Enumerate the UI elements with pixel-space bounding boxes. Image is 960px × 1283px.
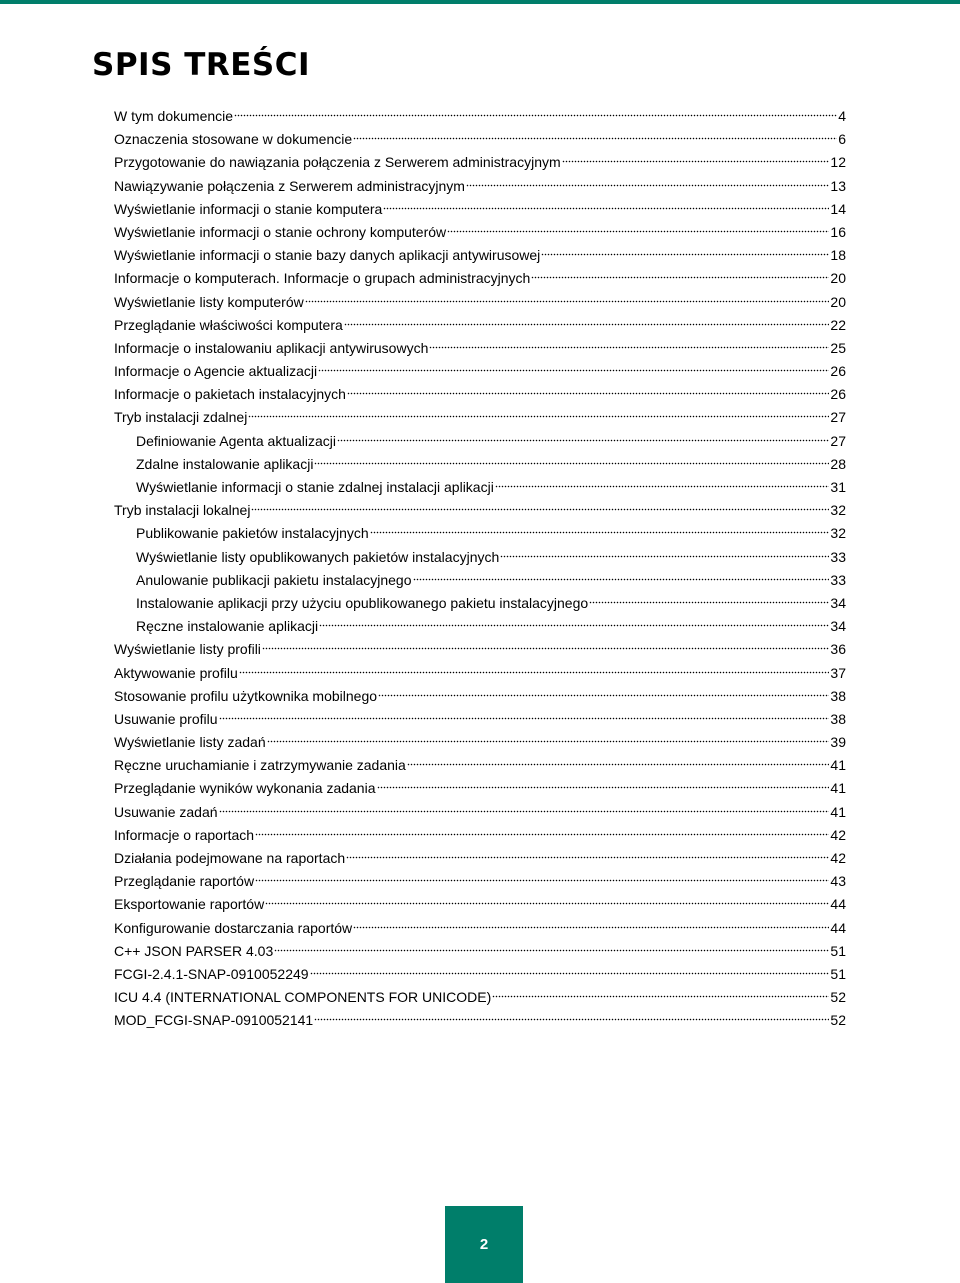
dot-leader [378,694,829,697]
dot-leader [314,462,829,465]
toc-entry-title: C++ JSON PARSER 4.03 [114,942,274,959]
toc-entry-page: 42 [830,850,846,866]
toc-entry-page: 36 [830,641,846,658]
toc-entry-page: 42 [830,826,846,843]
toc-entry-page: 39 [830,734,846,751]
dot-leader [239,671,830,674]
toc-entry-title: Informacje o Agencie aktualizacji [114,363,318,380]
toc-entry-page: 18 [830,247,846,264]
dot-leader [255,879,829,882]
toc-entry-page: 37 [830,664,846,681]
dot-leader [262,647,830,650]
toc-entry-title: Informacje o raportach [114,826,255,843]
toc-entry-title: Wyświetlanie informacji o stanie zdalnej instalacji aplikacji [136,479,494,495]
toc-entry[interactable] [114,244,846,267]
toc-entry-title: Nawiązywanie połączenia z Serwerem administracyjnym [114,177,465,194]
toc-entry-title: Wyświetlanie listy profili [114,641,261,658]
toc-entry-page: 44 [830,919,846,936]
toc-entry-title: Publikowanie pakietów instalacyjnych [136,525,369,542]
toc-entry-page: 41 [830,757,846,774]
dot-leader [219,810,830,813]
toc-entry-title: Ręczne uruchamianie i zatrzymywanie zadania [114,757,406,774]
toc-entry-title: Ręczne instalowanie aplikacji [136,618,319,635]
toc-entry-title: Usuwanie profilu [114,710,218,727]
dot-leader [541,253,829,256]
dot-leader [337,439,829,442]
top-accent-rule [0,0,960,4]
dot-leader [370,531,830,534]
toc-entry[interactable] [114,569,846,592]
toc-entry-title: Przeglądanie raportów [114,873,255,890]
toc-entry[interactable] [114,592,846,615]
toc-entry-title: Konfigurowanie dostarczania raportów [114,919,353,936]
toc-entry-page: 12 [830,154,846,171]
toc-entry[interactable] [114,221,846,244]
toc-entry[interactable] [114,731,846,754]
toc-entry[interactable] [114,198,846,221]
toc-entry[interactable] [114,870,846,893]
toc-entry-title: Eksportowanie raportów [114,896,265,913]
toc-entry-title: Definiowanie Agenta aktualizacji [136,432,337,449]
dot-leader [383,207,829,210]
dot-leader [255,833,829,836]
toc-entry-page: 32 [830,525,846,542]
toc-entry[interactable] [114,824,846,847]
toc-entry-title: Wyświetlanie listy komputerów [114,293,304,310]
toc-entry-page: 20 [830,293,846,310]
dot-leader [219,717,830,720]
toc-entry[interactable] [114,314,846,337]
table-of-contents [114,105,846,1033]
toc-entry-title: Informacje o instalowaniu aplikacji antywirusowych [114,339,429,356]
dot-leader [353,137,837,140]
dot-leader [429,346,829,349]
toc-entry-page: 6 [838,131,846,148]
dot-leader [265,902,829,905]
dot-leader [347,392,830,395]
toc-entry-title: MOD_FCGI-SNAP-0910052141 [114,1012,314,1029]
toc-entry-page: 27 [830,409,846,426]
dot-leader [495,485,830,488]
toc-entry-title: Przeglądanie wyników wykonania zadania [114,780,376,797]
toc-entry-page: 26 [830,363,846,380]
dot-leader [344,323,830,326]
toc-entry[interactable] [114,337,846,360]
toc-entry-page: 33 [830,548,846,565]
toc-entry[interactable] [114,963,846,986]
toc-entry-title: Anulowanie publikacji pakietu instalacyjnego [136,571,412,588]
toc-entry-title: Zdalne instalowanie aplikacji [136,455,314,472]
toc-entry-title: Oznaczenia stosowane w dokumencie [114,131,353,148]
toc-entry-title: Wyświetlanie informacji o stanie bazy danych aplikacji antywirusowej [114,247,541,264]
toc-entry[interactable] [114,128,846,151]
toc-entry[interactable] [114,662,846,685]
toc-entry-title: Wyświetlanie informacji o stanie komputera [114,200,383,217]
toc-entry[interactable] [114,383,846,406]
toc-entry-page: 38 [830,687,846,704]
toc-entry-title: W tym dokumencie [114,108,234,124]
toc-entry-title: Aktywowanie profilu [114,664,238,681]
toc-entry-page: 22 [830,316,846,333]
toc-entry[interactable] [114,291,846,314]
toc-entry-title: Przeglądanie właściwości komputera [114,316,343,333]
toc-entry[interactable] [114,360,846,383]
toc-entry-page: 14 [830,200,846,217]
dot-leader [562,160,830,163]
toc-entry[interactable] [114,1009,846,1032]
toc-entry-title: Tryb instalacji zdalnej [114,409,248,426]
toc-entry-title: Wyświetlanie listy opublikowanych pakietów instalacyjnych [136,548,500,565]
dot-leader [447,230,829,233]
toc-entry[interactable] [114,638,846,661]
toc-entry[interactable] [114,685,846,708]
toc-entry-page: 34 [830,618,846,635]
dot-leader [589,601,829,604]
toc-entry[interactable] [114,847,846,870]
toc-entry[interactable] [114,917,846,940]
toc-entry-title: Wyświetlanie listy zadań [114,734,266,751]
dot-leader [500,555,829,558]
toc-entry-title: Informacje o pakietach instalacyjnych [114,386,346,403]
toc-entry-page: 41 [830,780,846,797]
toc-entry-title: Stosowanie profilu użytkownika mobilnego [114,687,378,704]
toc-entry-page: 28 [830,455,846,472]
dot-leader [234,114,837,117]
toc-entry-page: 51 [830,942,846,959]
dot-leader [531,276,829,279]
dot-leader [346,856,829,859]
toc-entry-title: Wyświetlanie informacji o stanie ochrony komputerów [114,223,447,240]
toc-entry[interactable] [114,476,846,499]
dot-leader [251,508,829,511]
page-title: SPIS TREŚCI [92,47,311,83]
toc-entry[interactable] [114,893,846,916]
toc-entry-page: 43 [830,873,846,890]
dot-leader [407,763,830,766]
toc-entry[interactable] [114,754,846,777]
dot-leader [267,740,830,743]
toc-entry[interactable] [114,406,846,429]
toc-entry-title: Instalowanie aplikacji przy użyciu opublikowanego pakietu instalacyjnego [136,594,589,611]
dot-leader [377,786,830,789]
page-number-badge [445,1206,523,1283]
toc-entry-page: 27 [830,432,846,449]
toc-entry-title: ICU 4.4 (INTERNATIONAL COMPONENTS FOR UNICODE) [114,989,492,1006]
toc-entry[interactable] [114,940,846,963]
toc-entry-page: 4 [838,108,846,124]
toc-entry-title: Informacje o komputerach. Informacje o grupach administracyjnych [114,270,531,287]
dot-leader [466,184,830,187]
toc-entry[interactable] [114,546,846,569]
toc-entry-page: 13 [830,177,846,194]
dot-leader [314,1018,829,1021]
dot-leader [492,995,829,998]
dot-leader [310,972,830,975]
toc-entry-title: Usuwanie zadań [114,803,218,820]
toc-entry-page: 51 [830,965,846,982]
toc-entry[interactable] [114,105,846,128]
toc-entry-page: 32 [830,502,846,519]
toc-entry[interactable] [114,267,846,290]
dot-leader [318,369,829,372]
dot-leader [274,949,829,952]
toc-entry-page: 33 [830,571,846,588]
toc-entry[interactable] [114,522,846,545]
toc-entry-page: 20 [830,270,846,287]
toc-entry-page: 34 [830,594,846,611]
toc-entry[interactable] [114,453,846,476]
dot-leader [413,578,830,581]
toc-entry-title: Tryb instalacji lokalnej [114,502,251,519]
toc-entry[interactable] [114,499,846,522]
toc-entry-page: 52 [830,989,846,1006]
dot-leader [305,300,830,303]
toc-entry-page: 16 [830,223,846,240]
toc-entry[interactable] [114,430,846,453]
dot-leader [248,415,829,418]
toc-entry-title: FCGI-2.4.1-SNAP-0910052249 [114,965,309,982]
toc-entry[interactable] [114,151,846,174]
toc-entry[interactable] [114,777,846,800]
toc-entry[interactable] [114,175,846,198]
toc-entry-page: 38 [830,710,846,727]
toc-entry-page: 41 [830,803,846,820]
toc-entry-page: 52 [830,1012,846,1029]
dot-leader [319,624,829,627]
toc-entry-title: Przygotowanie do nawiązania połączenia z Serwerem administracyjnym [114,154,561,171]
page-number: 2 [479,1236,489,1253]
dot-leader [353,926,829,929]
toc-entry[interactable] [114,801,846,824]
toc-entry[interactable] [114,986,846,1009]
toc-entry-page: 31 [830,479,846,495]
toc-entry[interactable] [114,708,846,731]
toc-entry-page: 44 [830,896,846,913]
toc-entry-page: 25 [830,339,846,356]
toc-entry-page: 26 [830,386,846,403]
toc-entry[interactable] [114,615,846,638]
toc-entry-title: Działania podejmowane na raportach [114,850,346,866]
